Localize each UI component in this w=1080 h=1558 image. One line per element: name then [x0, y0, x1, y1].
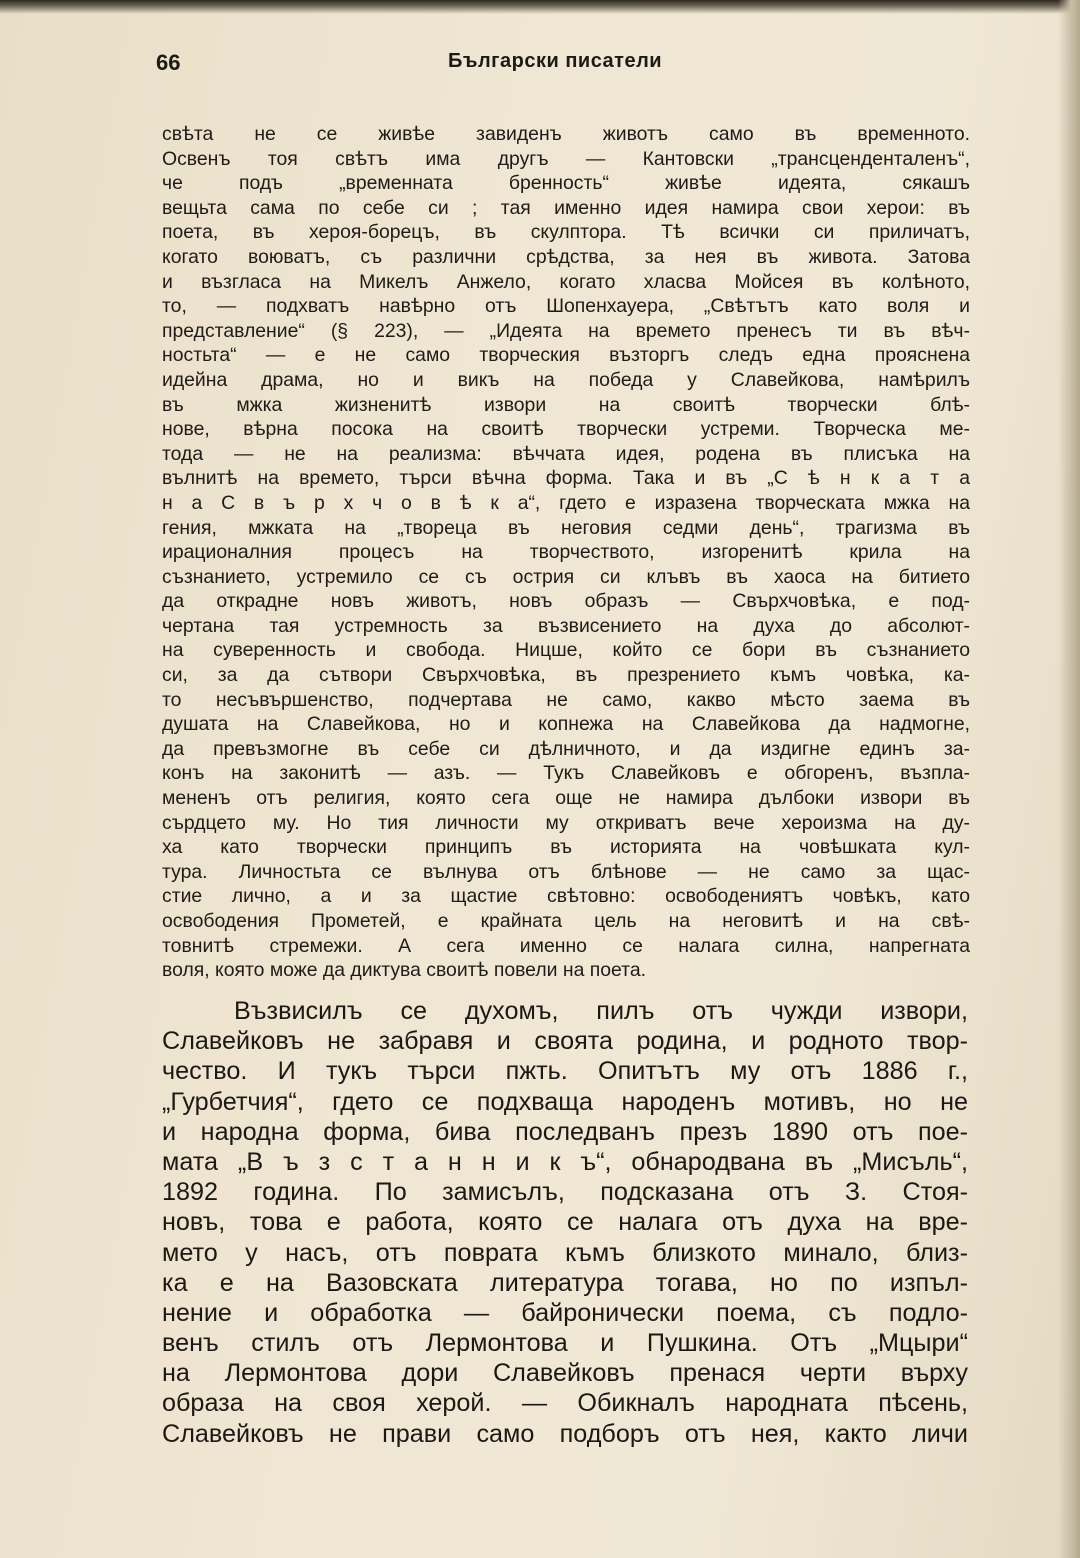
quote-line: да превъзмогне въ себе си дѣлничното, и да издигне единъ за-: [162, 737, 970, 760]
quote-line: и възгласа на Микелъ Анжело, когато хласва Мойсея въ колѣното,: [162, 270, 970, 293]
quote-line: когато воюватъ, съ различни срѣдства, за нея въ живота. Затова: [162, 245, 970, 268]
quote-line: че подъ „временната бренность“ живѣе идеята, сякашъ: [162, 172, 970, 195]
quote-line: товнитѣ стремежи. А сега именно се налага силна, напрегната: [162, 934, 970, 957]
quote-line: тура. Личностьта се вълнува отъ блѣнове — не само за щас-: [162, 860, 970, 883]
quote-line: нове, вѣрна посока на своитѣ творчески устреми. Творческа ме-: [162, 418, 970, 441]
quote-line: чертана тая устремность за възвисението на духа до абсолют-: [162, 614, 970, 637]
quote-line: н а С в ъ р х ч о в ѣ к а“, гдето е изразена творческата мжка на: [162, 491, 970, 514]
text-line: мето у насъ, отъ поврата къмъ близкото минало, близ-: [162, 1238, 968, 1267]
paragraph-first-line: Възвисилъ се духомъ, пилъ отъ чужди извори,: [234, 997, 968, 1025]
quote-line: съзнанието, устремило се съ острия си клъвъ въ хаоса на битието: [162, 565, 970, 588]
quote-line: си, за да сътвори Свърхчовѣка, въ презрението къмъ човѣка, ка-: [162, 664, 970, 687]
text-line: „Гурбетчия“, гдето се подхваща народенъ мотивъ, но не: [162, 1087, 968, 1116]
quote-line: душата на Славейкова, но и копнежа на Славейкова да надмогне,: [162, 713, 970, 736]
main-text: [162, 996, 968, 1449]
quote-line: Освенъ тоя свѣтъ има другъ — Кантовски „трансценденталенъ“,: [162, 147, 970, 170]
quote-line: тода — не на реализма: вѣччата идея, родена въ плисъка на: [162, 442, 970, 465]
text-line: ка е на Вазовската литература тогава, но по изпъл-: [162, 1268, 968, 1297]
quote-line: вълнитѣ на времето, търси вѣчна форма. Така и въ „С ѣ н к а т а: [162, 467, 970, 490]
text-line: мата „В ъ з с т а н н и к ъ“, обнародвана въ „Мисъль“,: [162, 1147, 968, 1176]
quote-line: въ мжка жизненитѣ извори на своитѣ творчески блѣ-: [162, 393, 970, 416]
page-top-shadow: [0, 0, 1080, 14]
quote-line: ха като творчески принципъ въ историята на човѣшката кул-: [162, 836, 970, 859]
quote-line: конъ на законитѣ — азъ. — Тукъ Славейковъ е обгоренъ, възпла-: [162, 762, 970, 785]
text-line: на Лермонтова дори Славейковъ пренася черти върху: [162, 1359, 968, 1388]
quoted-passage: [162, 122, 970, 983]
quote-line: освободения Прометей, е крайната цель на неговитѣ и на свѣ-: [162, 910, 970, 932]
quote-line: сърдцето му. Но тия личности му откриватъ вече хероизма на ду-: [162, 811, 970, 834]
quote-line: на суверенность и свобода. Ницше, който се бори въ съзнанието: [162, 639, 970, 662]
text-line: и народна форма, бива последванъ презъ 1890 отъ пое-: [162, 1117, 968, 1146]
running-title: Български писатели: [448, 50, 663, 72]
quote-line: вещьта сама по себе си ; тая именно идея намира свои херои: въ: [162, 196, 970, 219]
text-line: 1892 година. По замисълъ, подсказана отъ З. Стоя-: [162, 1178, 968, 1207]
page-header: [0, 44, 1080, 84]
quote-line: мененъ отъ религия, която сега още не намира дълбоки извори въ: [162, 787, 970, 810]
quote-line: то, — подхватъ навѣрно отъ Шопенхауера, „Свѣтътъ като воля и: [162, 295, 970, 318]
text-line: Славейковъ не забравя и своята родина, и родното твор-: [162, 1027, 968, 1056]
quote-line: свѣта не се живѣе завиденъ животъ само въ временното.: [162, 123, 970, 145]
text-line: новъ, това е работа, която се налага отъ духа на вре-: [162, 1208, 968, 1237]
text-line: Славейковъ не прави само подборъ отъ нея, както личи: [162, 1419, 968, 1448]
quote-line: гения, мжката на „твореца въ неговия седми день“, трагизма въ: [162, 516, 970, 539]
text-line: образа на своя херой. — Обикналъ народната пѣсень,: [162, 1389, 968, 1418]
quote-line: да открадне новъ животъ, новъ образъ — Свърхчовѣка, е под-: [162, 590, 970, 613]
quote-line: идейна драма, но и викъ на победа у Славейкова, намѣрилъ: [162, 368, 970, 391]
text-line: нение и обработка — байронически поема, съ подло-: [162, 1298, 968, 1327]
page-right-edge: [1058, 0, 1080, 1558]
page-number: 66: [156, 50, 181, 75]
quote-line: представление“ (§ 223), — „Идеята на времето пренесъ ти въ вѣч-: [162, 319, 970, 342]
quote-line: поета, въ хероя-борецъ, въ скулптора. Тѣ всички си приличатъ,: [162, 221, 970, 244]
quote-line: то несъвършенство, подчертава не само, какво мѣсто заема въ: [162, 688, 970, 711]
quote-line: стие лично, а и за щастие свѣтовно: освободениятъ човѣкъ, като: [162, 885, 970, 908]
quote-line: воля, която може да диктува своитѣ повели на поета.: [162, 959, 646, 982]
text-line: чество. И тукъ търси пжть. Опитътъ му отъ 1886 г.,: [162, 1057, 968, 1086]
quote-line: ирационалния процесъ на творчеството, изгоренитѣ крила на: [162, 541, 970, 564]
text-line: венъ стилъ отъ Лермонтова и Пушкина. Отъ „Мцыри“: [162, 1329, 968, 1358]
quote-line: ностьта“ — е не само творческия възторгъ следъ една прояснена: [162, 344, 970, 367]
